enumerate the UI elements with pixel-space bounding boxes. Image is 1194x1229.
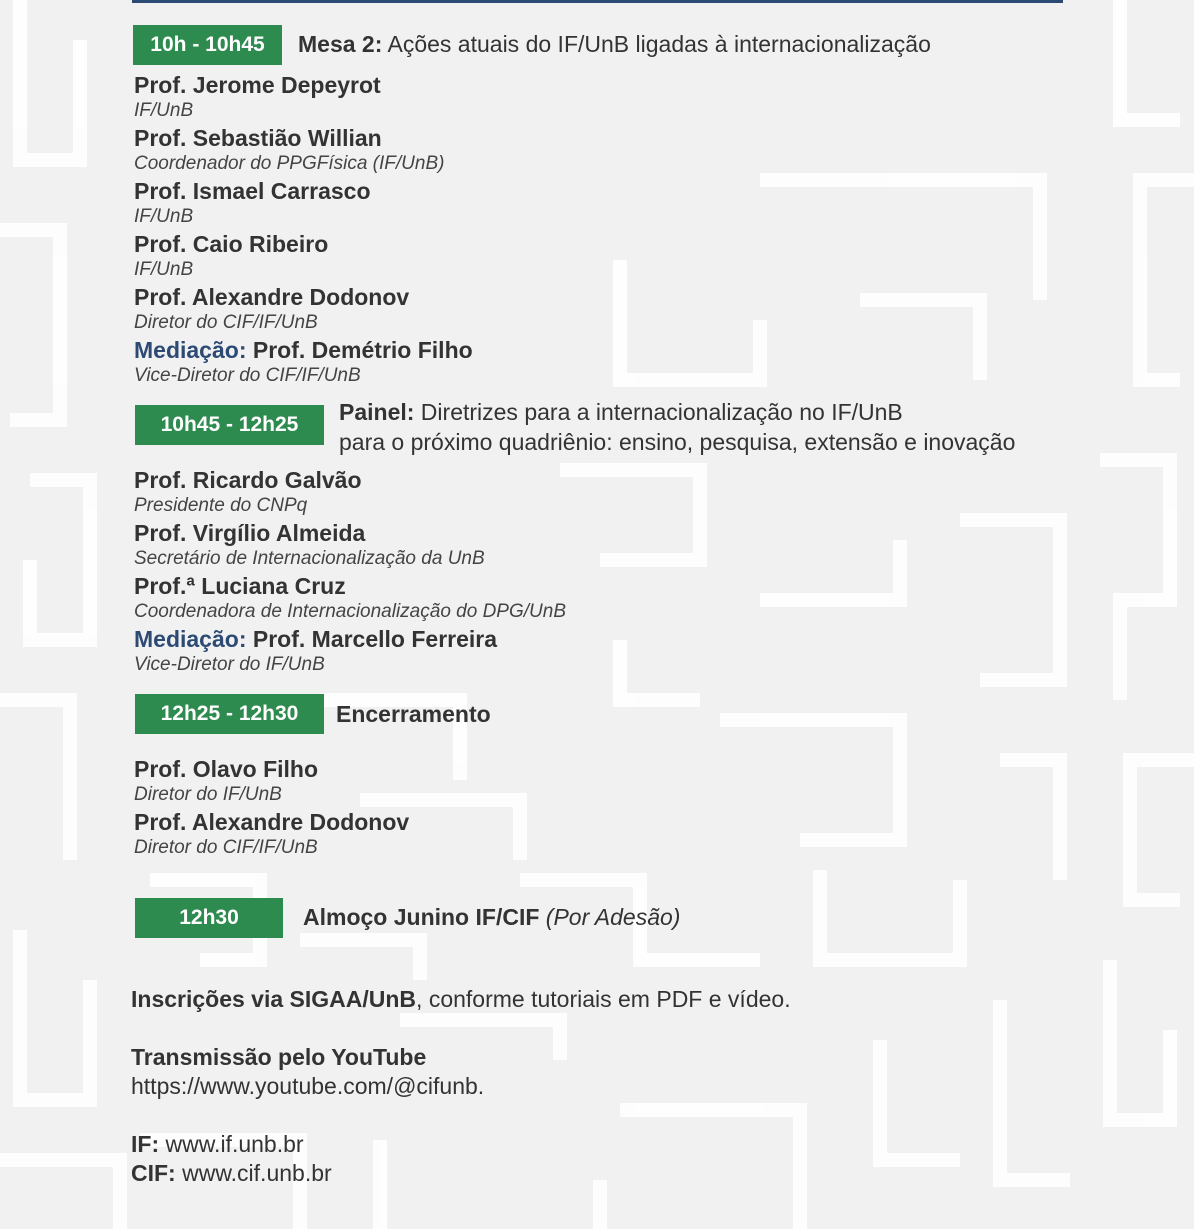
mediation-line: [134, 626, 497, 653]
youtube-label: Transmissão pelo YouTube: [131, 1044, 427, 1070]
speaker-name: Prof. Jerome Depeyrot: [134, 72, 381, 98]
speaker-name: Prof. Alexandre Dodonov: [134, 809, 410, 835]
session-title-painel: [339, 397, 1015, 457]
session-title-almoco: [303, 904, 680, 931]
registration-info: [131, 986, 791, 1013]
speaker-role: IF/UnB: [134, 259, 194, 280]
time-label: 12h25 - 12h30: [160, 702, 299, 725]
if-website: [131, 1131, 304, 1158]
speaker-role: Coordenador do PPGFísica (IF/UnB): [134, 153, 445, 174]
mediation-line: [134, 337, 473, 364]
speaker-role: Diretor do CIF/IF/UnB: [134, 312, 318, 333]
speaker-name: Prof. Caio Ribeiro: [134, 231, 329, 257]
speaker-role: IF/UnB: [134, 206, 194, 227]
session-title-bold: Painel:: [339, 399, 415, 425]
youtube-link[interactable]: https://www.youtube.com/@cifunb.: [131, 1073, 485, 1099]
speaker-name: Prof.ª Luciana Cruz: [134, 573, 346, 599]
cif-website: [131, 1160, 332, 1187]
session-title-rest: Ações atuais do IF/UnB ligadas à internacionalização: [382, 31, 931, 57]
session-title-bold: Mesa 2:: [298, 31, 383, 57]
speaker-role: IF/UnB: [134, 100, 194, 121]
time-label: 10h - 10h45: [150, 33, 265, 56]
registration-rest: , conforme tutoriais em PDF e vídeo.: [416, 986, 791, 1012]
time-badge-painel: [135, 405, 324, 445]
session-title-bold: Almoço Junino IF/CIF: [303, 904, 540, 930]
session-title-line2: para o próximo quadriênio: ensino, pesquisa, extensão e inovação: [339, 429, 1016, 455]
speaker-name: Prof. Ricardo Galvão: [134, 467, 362, 493]
session-title-encerramento: Encerramento: [336, 701, 491, 727]
speaker-name: Prof. Virgílio Almeida: [134, 520, 366, 546]
speaker-name: Prof. Olavo Filho: [134, 756, 319, 782]
time-label: 12h30: [179, 906, 239, 929]
session-title-line1: [339, 397, 1015, 427]
speaker-role: Secretário de Internacionalização da UnB: [134, 548, 485, 569]
mediation-role: Vice-Diretor do IF/UnB: [134, 654, 325, 675]
speaker-name: Prof. Sebastião Willian: [134, 125, 382, 151]
if-url[interactable]: www.if.unb.br: [159, 1131, 304, 1157]
speaker-role: Presidente do CNPq: [134, 495, 308, 516]
speaker-role: Diretor do CIF/IF/UnB: [134, 837, 318, 858]
time-badge-encerramento: [135, 694, 324, 734]
time-badge-almoco: [135, 898, 283, 938]
mediation-role: Vice-Diretor do CIF/IF/UnB: [134, 365, 361, 386]
cif-label: CIF:: [131, 1160, 176, 1186]
mediation-name: Prof. Marcello Ferreira: [246, 626, 498, 652]
session-title-rest: Diretrizes para a internacionalização no IF/UnB: [414, 399, 903, 425]
speaker-name: Prof. Ismael Carrasco: [134, 178, 371, 204]
mediation-label: Mediação:: [134, 337, 247, 363]
time-label: 10h45 - 12h25: [160, 413, 299, 436]
speaker-role: Coordenadora de Internacionalização do DPG/UnB: [134, 601, 566, 622]
registration-bold: Inscrições via SIGAA/UnB: [131, 986, 417, 1012]
mediation-name: Prof. Demétrio Filho: [246, 337, 473, 363]
mediation-label: Mediação:: [134, 626, 247, 652]
time-badge-mesa2: [133, 25, 282, 65]
session-title-mesa2: [298, 31, 931, 58]
session-title-italic: (Por Adesão): [539, 904, 681, 930]
cif-url[interactable]: www.cif.unb.br: [175, 1160, 332, 1186]
speaker-name: Prof. Alexandre Dodonov: [134, 284, 410, 310]
if-label: IF:: [131, 1131, 160, 1157]
speaker-role: Diretor do IF/UnB: [134, 784, 282, 805]
